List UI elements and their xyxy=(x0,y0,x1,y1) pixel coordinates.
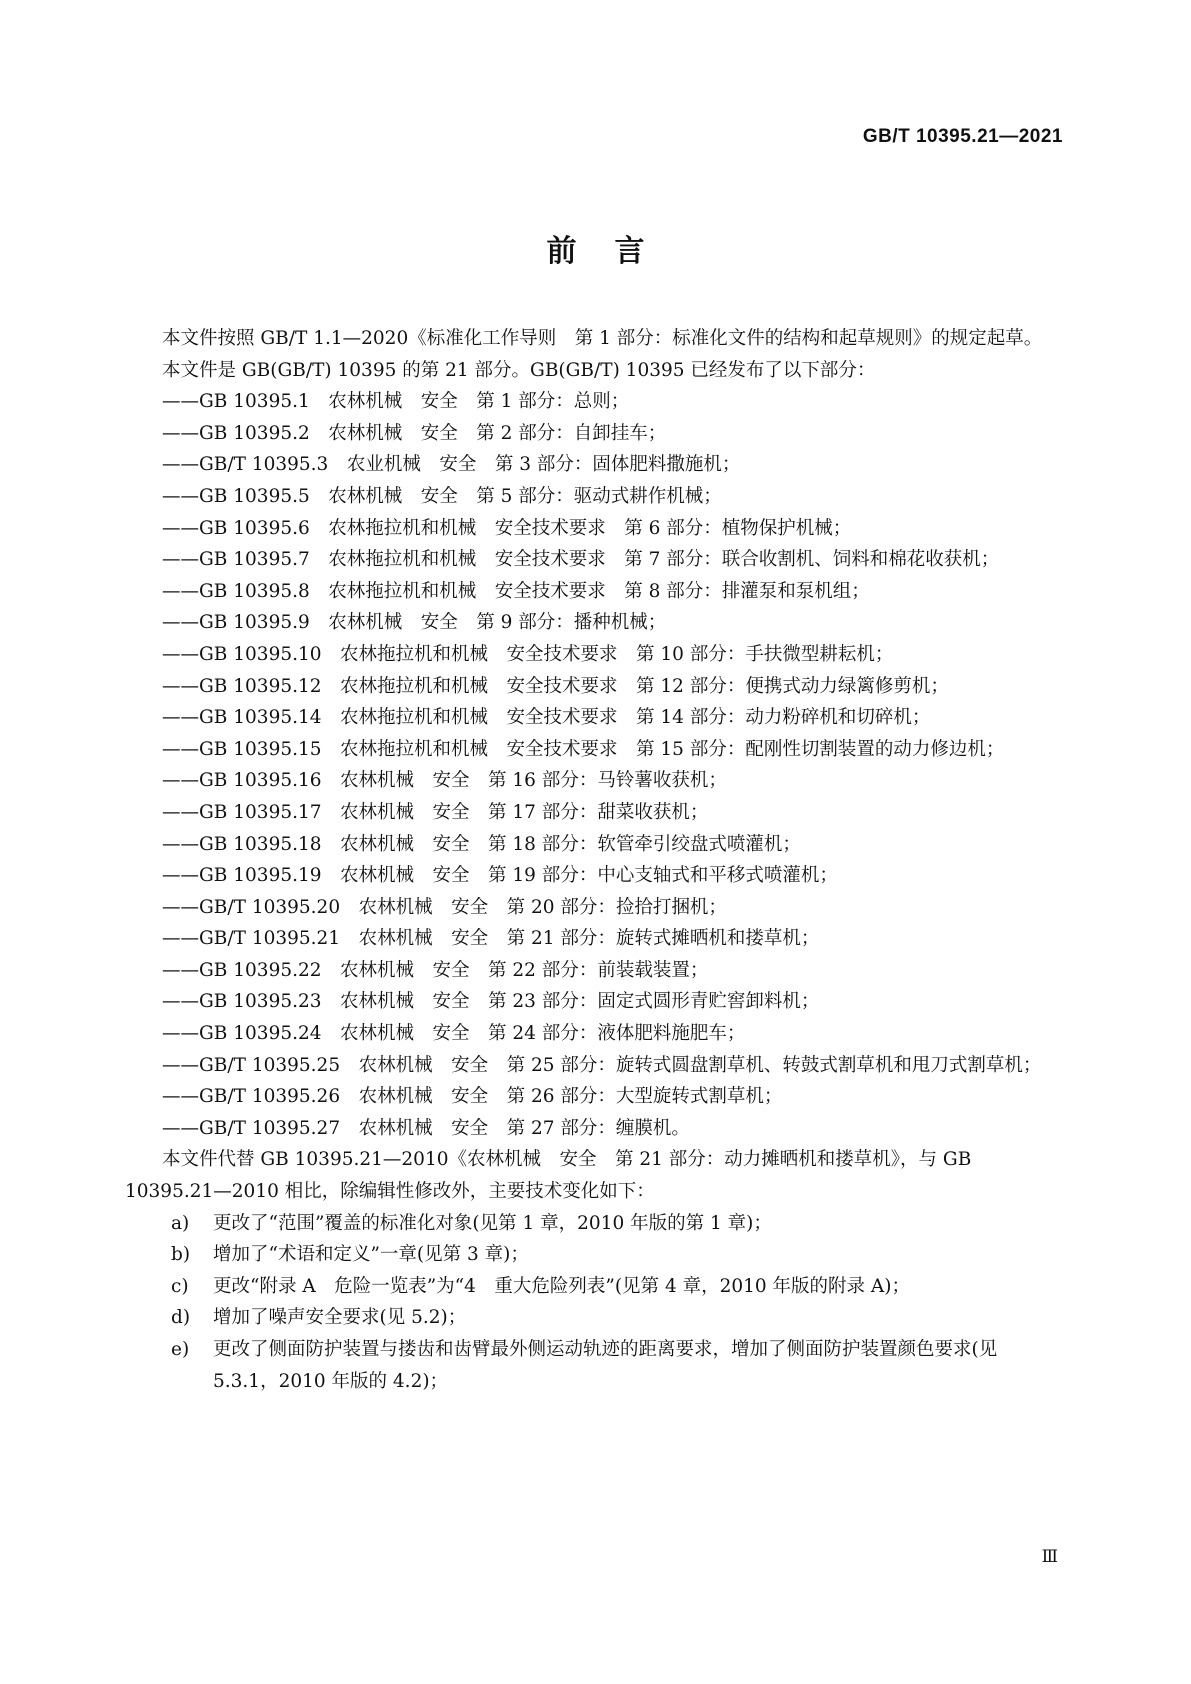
changes-list xyxy=(125,1208,1065,1398)
list-marker: b) xyxy=(171,1244,191,1266)
list-item: ——GB 10395.1 农林机械 安全 第 1 部分：总则； xyxy=(162,391,630,413)
list-item: ——GB 10395.7 农林拖拉机和机械 安全技术要求 第 7 部分：联合收割机、饲料和棉花收获机； xyxy=(162,549,1000,571)
list-item-text: 更改“附录 A 危险一览表”为“4 重大危险列表”(见第 4 章，2010 年版的附录 A)； xyxy=(213,1275,911,1297)
list-item: ——GB 10395.22 农林机械 安全 第 22 部分：前装载装置； xyxy=(162,959,709,981)
list-item-text: 更改了侧面防护装置与搂齿和齿臂最外侧运动轨迹的距离要求，增加了侧面防护装置颜色要求(见 5.3.1，2010 年版的 4.2)； xyxy=(213,1339,998,1392)
list-item-text: 增加了“术语和定义”一章(见第 3 章)； xyxy=(213,1244,529,1266)
list-item: ——GB/T 10395.26 农林机械 安全 第 26 部分：大型旋转式割草机； xyxy=(162,1086,783,1108)
list-marker: d) xyxy=(171,1307,191,1329)
page-title: 前言 xyxy=(546,234,683,269)
list-item xyxy=(125,1271,1065,1303)
list-marker: c) xyxy=(171,1275,189,1297)
list-item: ——GB/T 10395.21 农林机械 安全 第 21 部分：旋转式摊晒机和搂草机； xyxy=(162,928,820,950)
list-item: ——GB 10395.8 农林拖拉机和机械 安全技术要求 第 8 部分：排灌泵和泵机组； xyxy=(162,580,870,602)
list-item xyxy=(125,1208,1065,1240)
foreword-body xyxy=(125,323,1065,1397)
list-item: ——GB 10395.10 农林拖拉机和机械 安全技术要求 第 10 部分：手扶微型耕耘机； xyxy=(162,643,894,665)
list-item xyxy=(125,1239,1065,1271)
list-item: ——GB 10395.9 农林机械 安全 第 9 部分：播种机械； xyxy=(162,612,667,634)
standard-code: GB/T 10395.21—2021 xyxy=(862,126,1063,147)
list-item: ——GB 10395.5 农林机械 安全 第 5 部分：驱动式耕作机械； xyxy=(162,485,722,507)
list-item: ——GB 10395.18 农林机械 安全 第 18 部分：软管牵引绞盘式喷灌机； xyxy=(162,833,801,855)
list-item: ——GB/T 10395.25 农林机械 安全 第 25 部分：旋转式圆盘割草机、转鼓式割草机和甩刀式割草机； xyxy=(162,1054,1042,1076)
paragraph-replacement-note: 本文件代替 GB 10395.21—2010《农林机械 安全 第 21 部分：动力摊晒机和搂草机》，与 GB 10395.21—2010 相比，除编辑性修改外，主要技术变化如下： xyxy=(125,1149,972,1203)
list-item: ——GB 10395.2 农林机械 安全 第 2 部分：自卸挂车； xyxy=(162,422,667,444)
list-item: ——GB/T 10395.27 农林机械 安全 第 27 部分：缠膜机。 xyxy=(162,1117,690,1139)
list-item: ——GB 10395.6 农林拖拉机和机械 安全技术要求 第 6 部分：植物保护机械； xyxy=(162,517,852,539)
list-item: ——GB 10395.12 农林拖拉机和机械 安全技术要求 第 12 部分：便携式动力绿篱修剪机； xyxy=(162,675,949,697)
parts-list xyxy=(125,386,1065,1144)
page-number: Ⅲ xyxy=(1041,1547,1058,1567)
list-item-text: 更改了“范围”覆盖的标准化对象(见第 1 章，2010 年版的第 1 章)； xyxy=(213,1212,772,1234)
list-item: ——GB/T 10395.3 农业机械 安全 第 3 部分：固体肥料撒施机； xyxy=(162,454,741,476)
list-item: ——GB 10395.17 农林机械 安全 第 17 部分：甜菜收获机； xyxy=(162,801,709,823)
paragraph-drafting-rules: 本文件按照 GB/T 1.1—2020《标准化工作导则 第 1 部分：标准化文件的结构和起草规则》的规定起草。 xyxy=(162,328,1043,349)
list-item-text: 增加了噪声安全要求(见 5.2)； xyxy=(213,1307,467,1329)
list-item: ——GB 10395.23 农林机械 安全 第 23 部分：固定式圆形青贮窖卸料机； xyxy=(162,991,820,1013)
list-item: ——GB 10395.15 农林拖拉机和机械 安全技术要求 第 15 部分：配刚性切割装置的动力修边机； xyxy=(162,738,1005,760)
list-item: ——GB 10395.24 农林机械 安全 第 24 部分：液体肥料施肥车； xyxy=(162,1023,746,1045)
list-item: ——GB 10395.14 农林拖拉机和机械 安全技术要求 第 14 部分：动力粉碎机和切碎机； xyxy=(162,707,931,729)
list-item xyxy=(125,1334,1065,1397)
list-marker: e) xyxy=(171,1339,190,1360)
list-item: ——GB/T 10395.20 农林机械 安全 第 20 部分：捡拾打捆机； xyxy=(162,896,727,918)
list-item: ——GB 10395.19 农林机械 安全 第 19 部分：中心支轴式和平移式喷灌机； xyxy=(162,865,838,887)
list-item xyxy=(125,1302,1065,1334)
list-marker: a) xyxy=(171,1212,190,1234)
list-item: ——GB 10395.16 农林机械 安全 第 16 部分：马铃薯收获机； xyxy=(162,770,727,792)
paragraph-parts-intro: 本文件是 GB(GB/T) 10395 的第 21 部分。GB(GB/T) 10395 已经发布了以下部分： xyxy=(162,359,876,381)
